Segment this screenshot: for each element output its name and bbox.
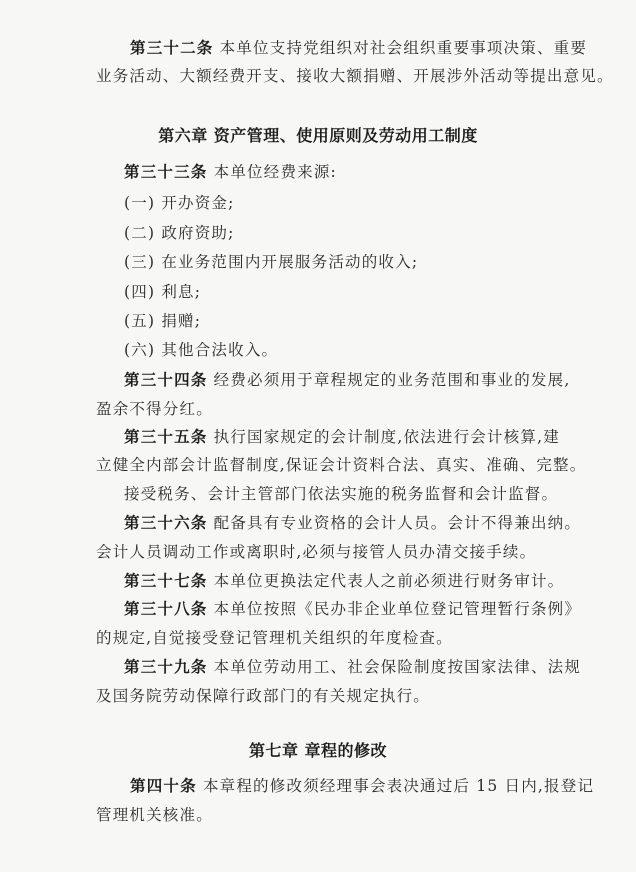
article-38-line-2: 的规定,自觉接受登记管理机关组织的年度检查。 xyxy=(96,629,453,647)
list-item: (二) 政府资助; xyxy=(124,224,235,242)
article-40-line-2: 管理机关核准。 xyxy=(96,806,213,824)
list-item: (四) 利息; xyxy=(124,283,202,301)
article-37-line-1 xyxy=(124,571,564,591)
list-item: (六) 其他合法收入。 xyxy=(124,341,279,359)
article-39-text: 本单位劳动用工、社会保险制度按国家法律、法规 xyxy=(213,658,582,676)
article-33-line-1 xyxy=(124,162,337,182)
article-35-line-3: 接受税务、会计主管部门依法实施的税务监督和会计监督。 xyxy=(124,485,559,503)
article-35-line-1 xyxy=(124,427,560,447)
article-34-label: 第三十四条 xyxy=(124,370,208,389)
article-36-line-1 xyxy=(124,513,581,533)
article-35-line-2: 立健全内部会计监督制度,保证会计资料合法、真实、准确、完整。 xyxy=(96,456,587,474)
article-32-label: 第三十二条 xyxy=(130,38,214,57)
article-37-text: 本单位更换法定代表人之前必须进行财务审计。 xyxy=(213,572,565,590)
article-40-line-1 xyxy=(130,776,594,796)
article-36-line-2: 会计人员调动工作或离职时,必须与接管人员办清交接手续。 xyxy=(96,543,537,561)
article-36-text: 配备具有专业资格的会计人员。会计不得兼出纳。 xyxy=(213,514,582,532)
article-40-label: 第四十条 xyxy=(130,776,197,795)
article-38-line-1 xyxy=(124,599,581,619)
article-39-label: 第三十九条 xyxy=(124,657,208,676)
article-32-line-1 xyxy=(130,38,587,58)
article-40-text: 本章程的修改须经理事会表决通过后 15 日内,报登记 xyxy=(202,777,595,795)
article-34-text: 经费必须用于章程规定的业务范围和事业的发展, xyxy=(213,371,571,389)
article-33-text: 本单位经费来源: xyxy=(213,163,337,181)
article-39-line-1 xyxy=(124,657,581,677)
article-37-label: 第三十七条 xyxy=(124,571,208,590)
chapter-7-title: 第七章 章程的修改 xyxy=(248,741,388,760)
article-38-text: 本单位按照《民办非企业单位登记管理暂行条例》 xyxy=(213,600,582,618)
list-item: (一) 开办资金; xyxy=(124,194,235,212)
chapter-6-title: 第六章 资产管理、使用原则及劳动用工制度 xyxy=(158,126,478,145)
article-35-text: 执行国家规定的会计制度,依法进行会计核算,建 xyxy=(213,428,560,446)
article-32-line-2: 业务活动、大额经费开支、接收大额捐赠、开展涉外活动等提出意见。 xyxy=(96,67,614,85)
article-39-line-2: 及国务院劳动保障行政部门的有关规定执行。 xyxy=(96,687,431,705)
article-35-label: 第三十五条 xyxy=(124,427,208,446)
article-32-text: 本单位支持党组织对社会组织重要事项决策、重要 xyxy=(219,39,588,57)
article-36-label: 第三十六条 xyxy=(124,513,208,532)
article-34-line-2: 盈余不得分红。 xyxy=(96,400,213,418)
article-38-label: 第三十八条 xyxy=(124,599,208,618)
article-34-line-1 xyxy=(124,370,571,390)
list-item: (五) 捐赠; xyxy=(124,312,202,330)
list-item: (三) 在业务范围内开展服务活动的收入; xyxy=(124,253,419,271)
article-33-label: 第三十三条 xyxy=(124,162,208,181)
